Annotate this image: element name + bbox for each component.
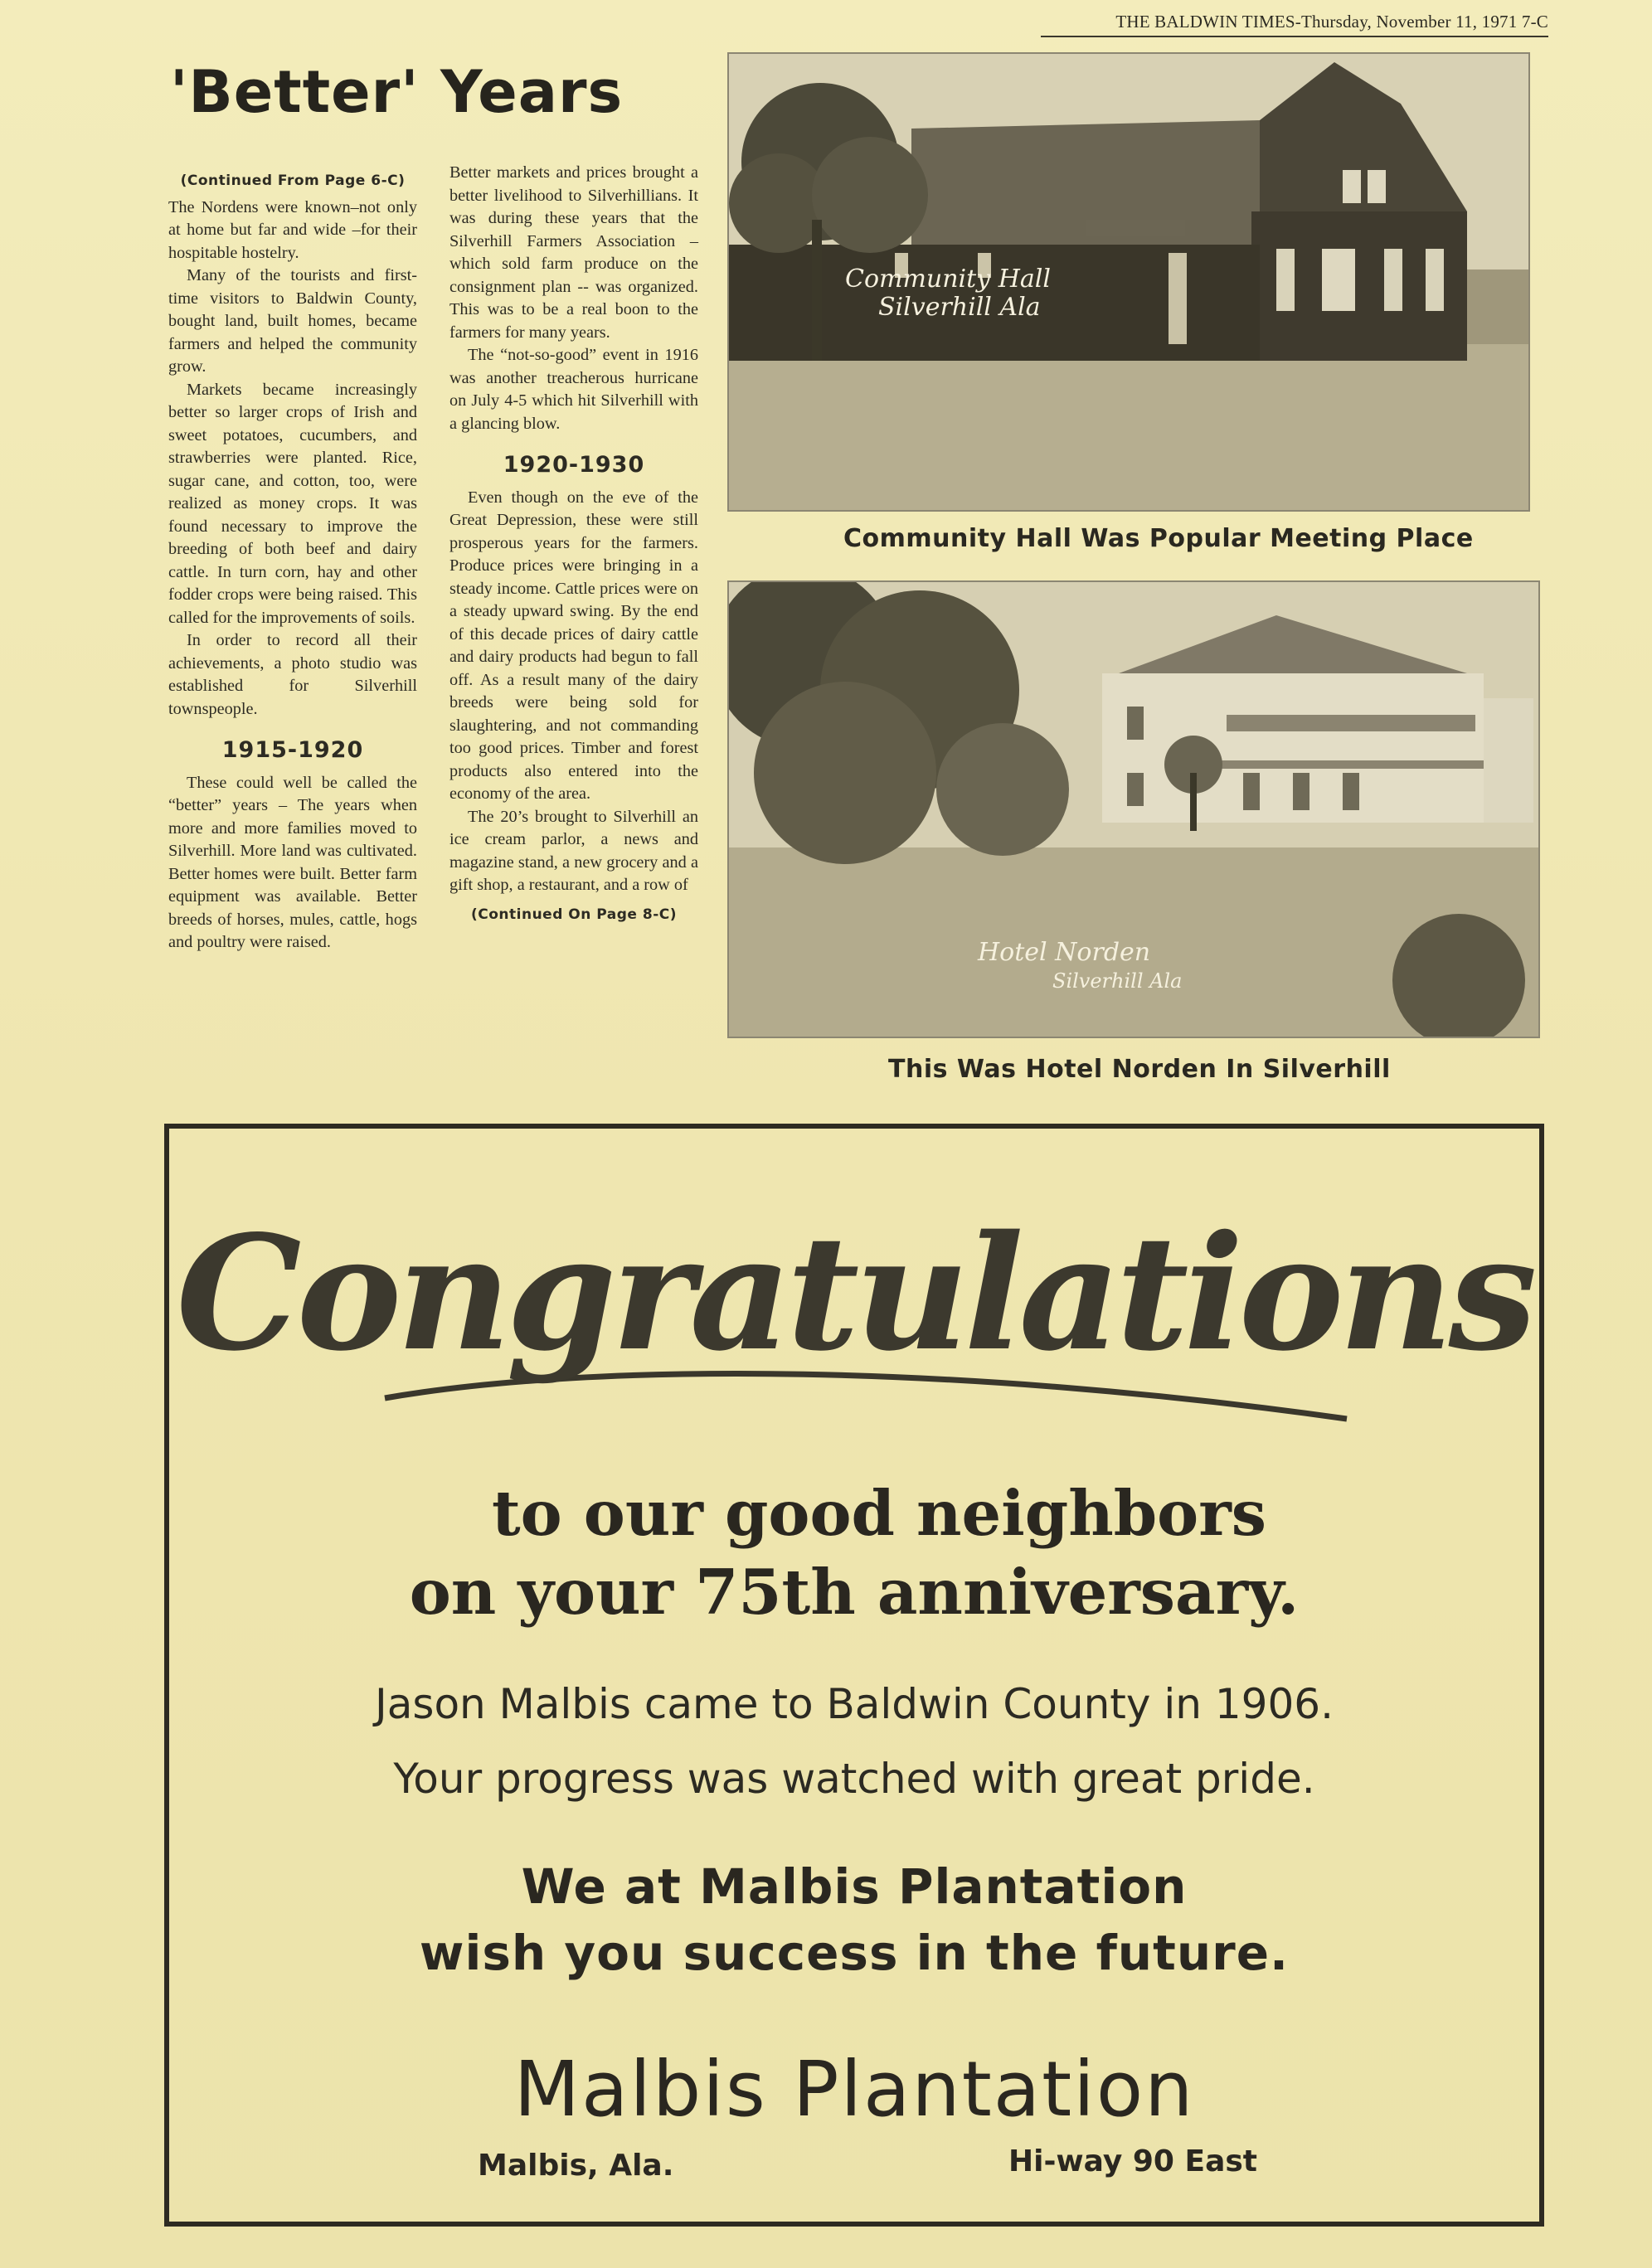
paragraph: The “not-so-good” event in 1916 was another treacherous hurricane on July 4-5 which hit Silverhill with a glancing blow. bbox=[449, 346, 698, 433]
ad-line-progress: Your progress was watched with great pride. bbox=[393, 1755, 1315, 1803]
svg-text:Congratulations: Congratulations bbox=[176, 1201, 1533, 1386]
ad-line-jason-malbis: Jason Malbis came to Baldwin County in 1906. bbox=[375, 1680, 1334, 1728]
paragraph: The 20’s brought to Silverhill an ice cream parlor, a news and magazine stand, a new grocery and a gift shop, a restaurant, and a row of bbox=[449, 807, 698, 894]
subhead-1915-1920: 1915-1920 bbox=[221, 737, 364, 763]
paragraph: Even though on the eve of the Great Depression, these were still prosperous years for the farmers. Produce prices were bringing in a steady income. Cattle prices were on a steady upward swing. By the end of this decade prices of dairy cattle and dairy products had begun to fall off. As a result many of the dairy breeds were being sold for slaughtering, and not commanding too good prices. Timber and forest products also entered into the economy of the area. bbox=[449, 488, 698, 803]
paragraph: These could well be called the “better” years – The years when more and more families moved to Silverhill. More land was cultivated. Better homes were built. Better farm equipment was available. Better breeds of horses, mules, cattle, hogs and poultry were raised. bbox=[168, 773, 417, 951]
hotel-norden-caption: This Was Hotel Norden In Silverhill bbox=[888, 1055, 1391, 1084]
continued-from-label: (Continued From Page 6-C) bbox=[180, 172, 406, 189]
paragraph: In order to record all their achievements, a photo studio was established for Silverhill townspeople. bbox=[168, 631, 417, 718]
ad-line-good-neighbors: to our good neighbors bbox=[492, 1477, 1266, 1550]
ad-line-anniversary: on your 75th anniversary. bbox=[409, 1556, 1300, 1629]
ad-line-success: wish you success in the future. bbox=[419, 1925, 1290, 1981]
ad-location: Malbis, Ala. bbox=[478, 2149, 674, 2183]
subhead-1920-1930: 1920-1930 bbox=[503, 452, 645, 478]
malbis-advertisement bbox=[164, 1124, 1544, 2227]
congratulations-script-headline bbox=[169, 1170, 1539, 1444]
paragraph: Markets became increasingly better so larger crops of Irish and sweet potatoes, cucumbers, and strawberries were planted. Rice, sugar cane, and cotton, too, were realized as money crops. It was found necessary to improve the breeding of both beef and dairy cattle. In turn corn, hay and other fodder crops were being raised. This called for the improvements of soils. bbox=[168, 380, 417, 627]
photo-handwriting: Hotel Norden Silverhill Ala bbox=[978, 938, 1183, 993]
ad-highway: Hi-way 90 East bbox=[1008, 2144, 1258, 2178]
paragraph: Many of the tourists and first-time visitors to Baldwin County, bought land, built homes, became farmers and helped the community grow. bbox=[168, 266, 417, 376]
ad-brand-name: Malbis Plantation bbox=[513, 2045, 1195, 2134]
continued-on-label: (Continued On Page 8-C) bbox=[471, 906, 677, 923]
article-column-1 bbox=[168, 170, 417, 954]
article-column-2 bbox=[449, 162, 698, 930]
hotel-norden-photo bbox=[727, 580, 1540, 1038]
newspaper-header: THE BALDWIN TIMES-Thursday, November 11, 1971 7-C bbox=[1041, 12, 1548, 37]
paragraph: The Nordens were known–not only at home but far and wide –for their hospitable hostelry. bbox=[168, 197, 417, 262]
community-hall-photo bbox=[727, 52, 1530, 512]
ad-line-we-at-malbis: We at Malbis Plantation bbox=[521, 1858, 1188, 1915]
community-hall-caption: Community Hall Was Popular Meeting Place bbox=[843, 524, 1474, 553]
photo-handwriting: Community Hall Silverhill Ala bbox=[845, 265, 1051, 322]
paragraph: Better markets and prices brought a better livelihood to Silverhillians. It was during these years that the Silverhill Farmers Association – which sold farm produce on the consignment plan -- was organized. This was to be a real boon to the farmers for many years. bbox=[449, 163, 698, 342]
article-headline: 'Better' Years bbox=[170, 58, 624, 126]
